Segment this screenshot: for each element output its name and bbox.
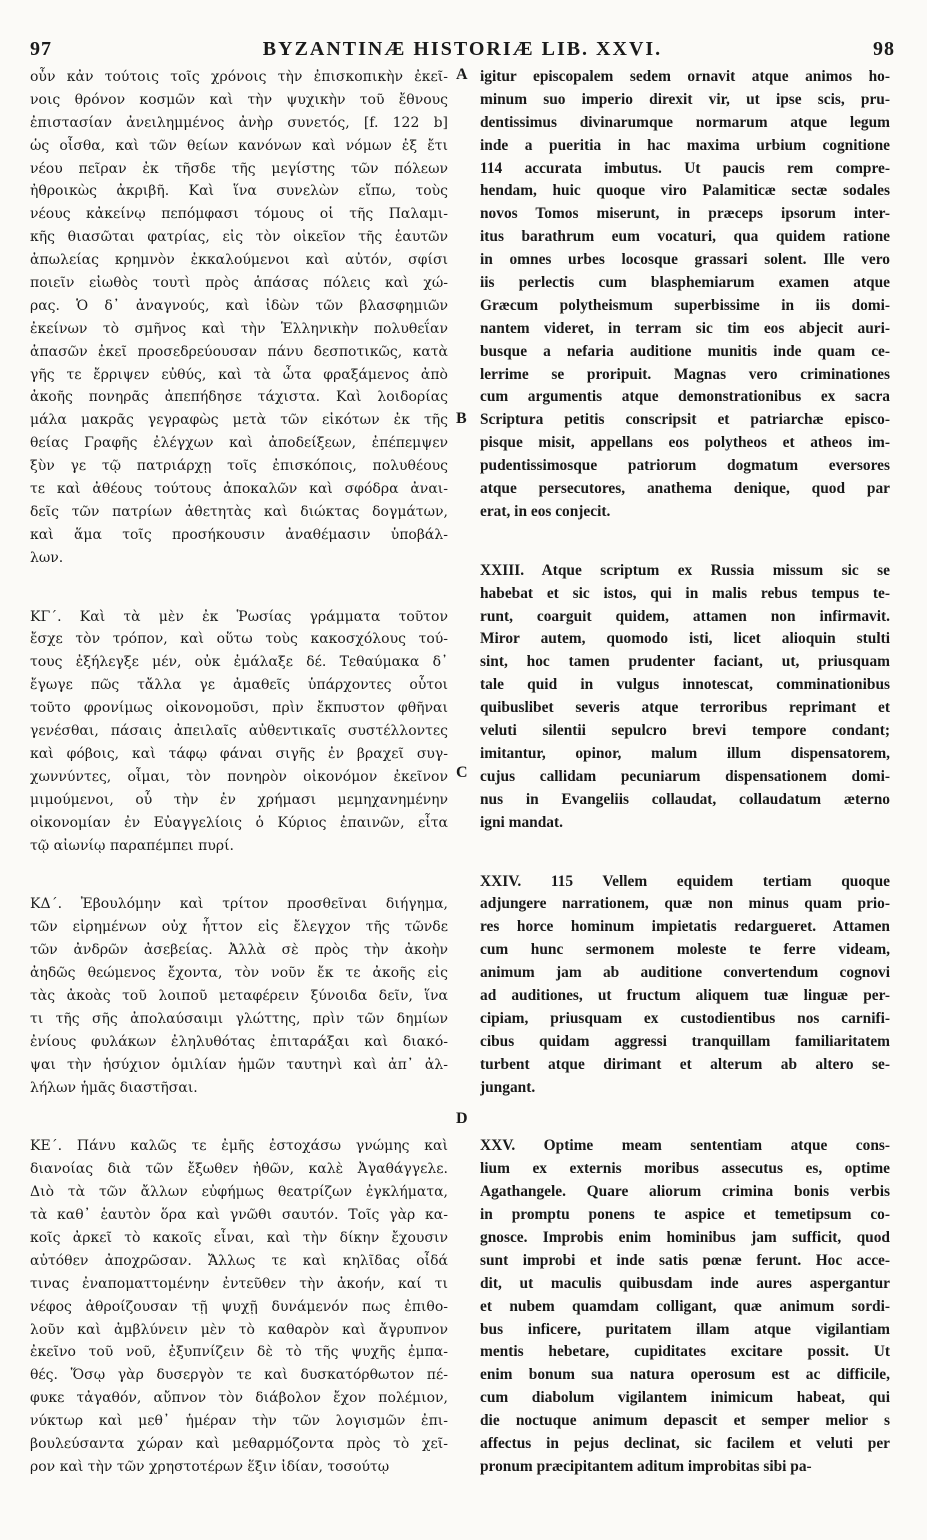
text-line: erat, in eos conjecit. (480, 502, 611, 520)
text-line: καὶ φόβοις, καὶ τάφῳ φάναι σιγῆς ἐν βραχεῖ συγ- (30, 745, 448, 762)
text-line: ἐκεῖνο τοῦ νοῦ, ἐξυπνίζειν δὲ τὸ τῆς ψυχῆς ἐμπα- (30, 1344, 448, 1361)
text-line: busque a nefaria auditione munitis inde quam ce- (480, 342, 890, 360)
text-line: 114 accurata imbutus. Ut paucis rem compre- (480, 159, 890, 177)
text-line: inde a pueritia in hac maxima urbium cognitione (480, 136, 890, 154)
text-line: res horce hominum impietatis redargueret. Attamen (480, 918, 890, 936)
text-line: Agathangele. Quare aliorum crimina bonis verbis (480, 1183, 890, 1201)
text-line: habebat et sic istos, qui in malis rebus tempus te- (480, 584, 890, 602)
text-line: cum hunc sermonem moleste te ferre videam, (480, 941, 890, 959)
text-line: cum diabolum vigilantem inimicum habeat, qui (480, 1389, 890, 1407)
text-line: cibus quidam aggressi tranquillam familiaritatem (480, 1032, 890, 1050)
text-line: ἁπασῶν ἐκεῖ προσεδρεύουσαν πάνυ δεσποτικῶς, κατὰ (30, 343, 448, 360)
margin-letter-c: C (456, 764, 468, 781)
text-line: νέφος ἀθροίζουσαν τῇ ψυχῇ δυνάμενόν πως ἐπιθο- (30, 1298, 448, 1315)
latin-text-column (480, 66, 890, 1479)
text-line: ὡς οἶσθα, καὶ τῶν θείων κανόνων καὶ νόμων ἐξ ἔτι (30, 137, 448, 154)
text-line: XXIV. 115 Vellem equidem tertiam quoque (480, 872, 890, 890)
text-line: τὰ καθ᾿ ἑαυτὸν ὅρα καὶ γνῶθι σαυτόν. Τοῖς γὰρ κα- (30, 1207, 448, 1224)
text-line: διανοίας διὰ τῶν ἔξωθεν ἠθῶν, καλὲ Ἀγαθάγγελε. (30, 1161, 448, 1178)
text-line: dentissimus divinarumque normarum atque legum (480, 113, 890, 131)
text-line: pudentissimosque patriorum dogmatum eversores (480, 457, 890, 475)
text-line: Scriptura petitis conscripsit et patriarchæ episco- (480, 411, 890, 429)
paragraph-spacer (480, 1099, 890, 1135)
text-line: ἀκοῆς πονηρᾶς ἀπεπήδησε τάχιστα. Καὶ λοιδορίας (30, 389, 448, 406)
text-line: μιμούμενοι, οὗ τὴν ἐν χρήμασι μεμηχανημένην (30, 791, 448, 808)
text-line: atque persecutores, anathema denique, quod par (480, 480, 890, 498)
text-line: νύκτωρ καὶ μεθ᾿ ἡμέραν τὴν τῶν λογισμῶν ἐπι- (30, 1413, 448, 1430)
text-line: cum argumentis atque demonstrationibus ex sacra (480, 388, 890, 406)
margin-letter-d: D (456, 1110, 468, 1127)
text-line: λήλων ἡμᾶς διαστῆσαι. (30, 1079, 198, 1096)
text-line: ἠθροικὼς ἀκριβῆ. Καὶ ἵνα συνελὼν εἴπω, τοὺς (30, 183, 448, 200)
text-line: lerrime se proripuit. Magnas vero criminationes (480, 365, 890, 383)
text-line: ἐπιστασίαν ἀνειλημμένος ἀνὴρ συνετός, [f. 122 b] (30, 114, 448, 131)
text-line: οἰκονομίαν ἐν Εὐαγγελίοις ὁ Κύριος ἐπαινῶν, εἶτα (30, 814, 448, 831)
text-line: βουλεύσαντα χώραν καὶ μεθαρμόζοντα πρὸς τὸ χεῖ- (30, 1435, 448, 1452)
text-line: ἔγωγε πῶς τἄλλα γε ἀμαθεῖς ὑπάρχοντες οὗτοι (30, 677, 448, 694)
text-line: novos Tomos miserunt, in præceps ipsorum inter- (480, 205, 890, 223)
running-header (30, 38, 895, 64)
text-line: ἐνίους φυλάκων ἐληλυθότας ἐπιταράξαι καὶ διακό- (30, 1033, 448, 1050)
text-line: θείας Γραφῆς ἐλέγχων καὶ ἀποδείξεων, ἐπέπεμψεν (30, 435, 448, 452)
text-line: pisque misit, appellans eos polytheos et atheos im- (480, 434, 890, 452)
text-line: οὖν κἀν τούτοις τοῖς χρόνοις τὴν ἐπισκοπικὴν ἐκεῖ- (30, 69, 448, 85)
text-line: ποιεῖν εἰωθὸς τουτὶ πρὸς ἁπάσας πόλεις καὶ χώ- (30, 275, 448, 292)
text-line: θές. Ὅσῳ γὰρ δυσεργὸν τε καὶ δυσκατόρθωτον πέ- (30, 1367, 448, 1384)
text-line: gnosce. Improbis enim hominibus jam sufficit, quod (480, 1228, 890, 1246)
text-line: ἀπωλείας κρημνὸν ἐκκαλούμενοι καὶ αὐτόν, σφίσι (30, 252, 448, 269)
text-line: δεῖς τῶν πατρίων ἀθετητὰς καὶ διώκτας δογμάτων, (30, 503, 448, 520)
text-line: ἀηδῶς θεώμενος ἔχοντα, τὸν νοῦν ἔκ τε ἀκοῆς εἰς (30, 965, 448, 982)
text-line: ΚΕ´. Πάνυ καλῶς τε ἐμῆς ἐστοχάσω γνώμης καὶ (30, 1138, 448, 1155)
latin-paragraph (480, 66, 890, 524)
text-line: cujus callidam pecuniarum dispensationem domi- (480, 767, 890, 785)
greek-paragraph (30, 893, 448, 1099)
text-line: τῶν ἀνδρῶν ἀσεβείας. Ἀλλὰ σὲ πρὸς τὴν ἀκοὴν (30, 942, 448, 959)
text-line: iis perlectis cum blasphemiarum examen atque (480, 274, 890, 292)
paragraph-spacer (480, 835, 890, 871)
latin-paragraph (480, 560, 890, 835)
text-line: hendam, huic quoque viro Palamiticæ sectæ sodales (480, 182, 890, 200)
text-line: veluti silentii sepulcro brevi tempore condant; (480, 722, 890, 740)
latin-paragraph (480, 1135, 890, 1478)
text-line: tale quid in vulgus innotescat, comminationibus (480, 676, 890, 694)
text-line: die noctuque animum depascit et semper melior s (480, 1412, 890, 1430)
text-line: μάλα μακρᾶς γεγραφὼς μετὰ τῶν εἰκότων ἐκ τῆς (30, 412, 448, 429)
paragraph-spacer (30, 1099, 448, 1135)
text-line: imitantur, opinor, malum illum dispensatorem, (480, 744, 890, 762)
text-line: φυκε τἀγαθόν, αὔπνον τὸν διάβολον ἔχον πολέμιον, (30, 1390, 448, 1407)
text-line: et nubem quamdam colligant, quæ animum sordi- (480, 1297, 890, 1315)
text-line: αὐτόθεν ἀποχρῶσαν. Ἄλλως τε καὶ κηλῖδας οἶδά (30, 1252, 448, 1269)
text-line: τῶν εἰρημένων οὐχ ἧττον εἰς ἔλεγχον τῆς τῶνδε (30, 919, 448, 936)
text-line: τι τῆς σῆς ἀπολαύσαιμι γλώττης, πρὶν τῶν δημίων (30, 1010, 448, 1027)
margin-letter-a: A (456, 66, 468, 83)
text-line: in omnes urbes locosque grassari solent. Ille vero (480, 251, 890, 269)
text-line: nus in Evangeliis collaudat, collaudatum æterno (480, 790, 890, 808)
text-line: κῆς θιασῶται φατρίας, εἰς τὸν οἰκεῖον τῆς ἑαυτῶν (30, 229, 448, 246)
text-line: τὰς ἀκοὰς τοῦ λοιποῦ μεταφέρειν ξύνοιδα δεῖν, ἵνα (30, 987, 448, 1004)
paragraph-spacer (30, 857, 448, 893)
text-line: ψαι τὴν ἡσύχιον ὁμιλίαν ἡμῶν ταυτηνὶ καὶ ἀπ᾿ ἀλ- (30, 1056, 448, 1073)
text-line: lium ex externis moribus assecutus es, optime (480, 1160, 890, 1178)
page-number-left: 97 (30, 38, 52, 60)
text-line: ΚΔ´. Ἐβουλόμην καὶ τρίτον προσθεῖναι διήγημα, (30, 896, 448, 913)
text-line: Miror autem, quomodo isti, licet alioquin stulti (480, 630, 890, 648)
page-number-right: 98 (873, 38, 895, 60)
text-line: pronum præcipitantem aditum improbitas sibi pa- (480, 1457, 812, 1475)
paragraph-spacer (480, 524, 890, 560)
text-line: quibuslibet severis atque terroribus reprimant et (480, 699, 890, 717)
greek-paragraph (30, 66, 448, 570)
text-line: animum jam ab auditione convertendum cognovi (480, 964, 890, 982)
paragraph-spacer (30, 570, 448, 606)
text-line: λων. (30, 549, 64, 566)
text-line: γῆς τε ἔρριψεν εὐθύς, καὶ τὰ ὦτα φραξάμενος ἀπὸ (30, 366, 448, 383)
text-line: ξὺν γε τῷ πατριάρχῃ τοῖς ἐπισκόποις, πολυθέους (30, 458, 448, 475)
text-line: nantem videret, in terram sic tim eos abjecit auri- (480, 319, 890, 337)
text-line: turbent atque dirimant et alterum ab altero se- (480, 1055, 890, 1073)
text-line: bus inficere, puritatem illam atque vigilantiam (480, 1320, 890, 1338)
text-line: mentis hebetare, cupiditates excitare possit. Ut (480, 1343, 890, 1361)
text-line: itus barathrum eum vocaturi, qua quidem ratione (480, 228, 890, 246)
text-line: τινας ἐναποματτομένην ἐντεῦθεν τὴν ἀκοήν, καί τι (30, 1275, 448, 1292)
greek-paragraph (30, 606, 448, 858)
text-line: XXIII. Atque scriptum ex Russia missum sic se (480, 561, 890, 579)
greek-paragraph (30, 1135, 448, 1478)
text-line: καὶ ἅμα τοῖς προσήκουσιν ἀναθέμασιν ὑποβάλ- (30, 526, 448, 543)
text-line: dit, ut maculis quibusdam inde aures aspergantur (480, 1274, 890, 1292)
text-line: τοῦτο φρονίμως οἰκονομοῦσι, πρὶν ἔκπυστον φθῆναι (30, 700, 448, 717)
text-line: ἔσχε τὸν τρόπον, καὶ οὕτω τοὺς κακοσχόλους τού- (30, 631, 448, 648)
text-line: enim bonum sua natura operosum est ac difficile, (480, 1366, 890, 1384)
text-line: ΚΓ´. Καὶ τὰ μὲν ἐκ Ῥωσίας γράμματα τοῦτον (30, 608, 448, 625)
text-line: τους ἐξήλεγξε μέν, οὐκ ἐμάλαξε δέ. Τεθαύμακα δ᾿ (30, 654, 448, 671)
text-line: affectus in pejus declinat, sic facilem et veluti per (480, 1434, 890, 1452)
text-line: sunt improbi et inde satis pœnæ ferunt. Hoc acce- (480, 1251, 890, 1269)
text-line: minum suo imperio direxit vir, ut ipse scis, pru- (480, 90, 890, 108)
text-line: ρον καὶ τὴν τῶν χρηστοτέρων ἕξιν ἰδίαν, τοσούτῳ (30, 1458, 390, 1475)
text-line: adjungere narrationem, quæ non minus quam prio- (480, 895, 890, 913)
text-line: χωννύντες, οἶμαι, τὸν πονηρὸν οἰκονόμον ἐκεῖνον (30, 768, 448, 785)
text-line: τῷ αἰωνίῳ παραπέμπει πυρί. (30, 837, 235, 854)
text-line: νοις θρόνον κοσμῶν καὶ τὴν ψυχικὴν τοῦ ἔθνους (30, 91, 448, 108)
text-line: λοῦν καὶ ἀμβλύνειν μὲν τὸ καθαρὸν καὶ ἄγρυπνον (30, 1321, 448, 1338)
text-line: νέου πεῖραν ἐκ τῆσδε τῆς μεγίστης τῶν πόλεων (30, 160, 448, 177)
text-line: ρας. Ὁ δ᾿ ἀναγνούς, καὶ ἰδὼν τῶν βλασφημιῶν (30, 297, 448, 314)
text-line: XXV. Optime meam sententiam atque cons- (480, 1137, 890, 1155)
text-line: Διὸ τὰ τῶν ἄλλων εὐφήμως θεατρίζων ἐγκλήματα, (30, 1184, 448, 1201)
text-line: cipiam, priusquam ex custodientibus nos carnifi- (480, 1009, 890, 1027)
running-title: BYZANTINÆ HISTORIÆ LIB. XXVI. (262, 38, 663, 60)
text-line: in promptu ponens te aspice et temetipsum co- (480, 1206, 890, 1224)
text-line: runt, coarguit quidem, attamen non infirmavit. (480, 607, 890, 625)
text-line: ἐκείνων τὸ σμῆνος καὶ τὴν Ἑλληνικὴν πολυθεΐαν (30, 320, 448, 337)
text-line: igitur episcopalem sedem ornavit atque animos ho- (480, 68, 890, 85)
text-line: Græcum polytheismum superbissime in iis domi- (480, 296, 890, 314)
text-line: igni mandat. (480, 813, 563, 831)
text-line: νέους κἀκείνῳ πεπόμφασι τόμους οἱ τῆς Παλαμι- (30, 206, 448, 223)
greek-text-column (30, 66, 448, 1479)
latin-paragraph (480, 871, 890, 1100)
text-line: γενέσθαι, πάσαις ἀπειλαῖς αὐθεντικαῖς συστέλλοντες (30, 723, 448, 740)
text-line: κοῖς ἀρκεῖ τὸ κακοῖς εἶναι, καὶ τὴν δίκην ἔχουσιν (30, 1229, 448, 1246)
text-line: jungant. (480, 1078, 536, 1096)
text-line: τε καὶ ἀθέους τούτους ἀποκαλῶν καὶ σφόδρα ἀναι- (30, 481, 448, 498)
text-line: ad auditiones, ut fructum aliquem tuæ linguæ per- (480, 986, 890, 1004)
text-line: sint, hoc tamen prudenter faciant, ut, priusquam (480, 653, 890, 671)
margin-letter-b: B (456, 410, 467, 427)
